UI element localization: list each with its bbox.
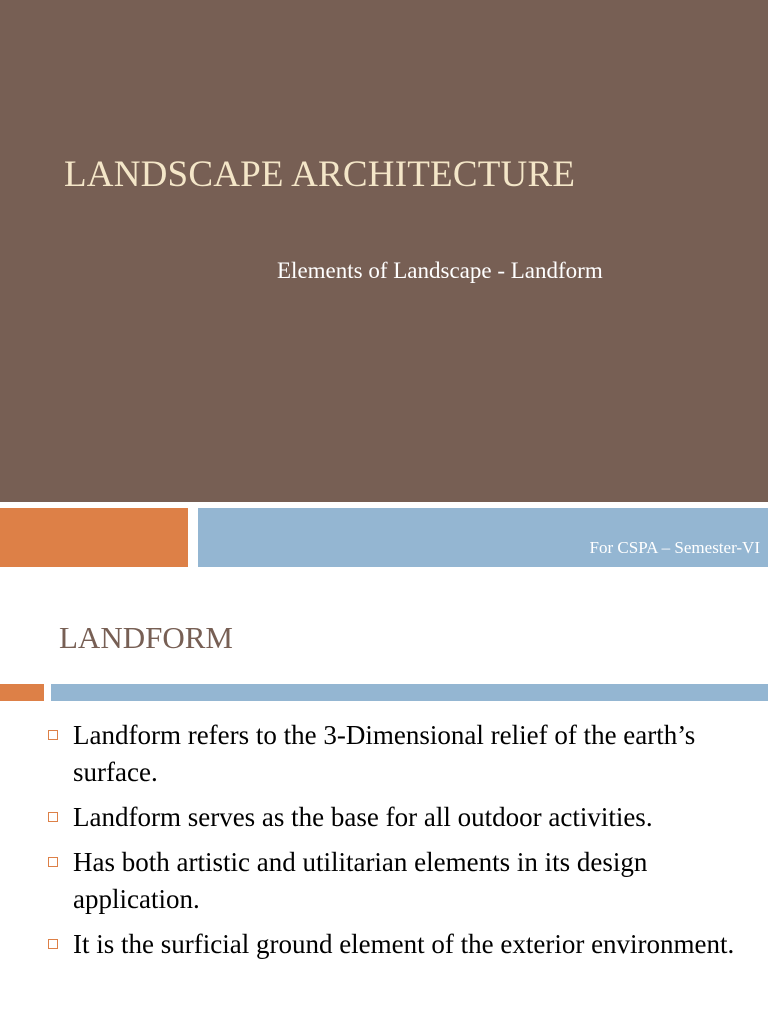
bullet-text: Landform serves as the base for all outdoor activities. [73,802,653,832]
header-band-blue [51,684,768,701]
hollow-square-bullet-icon [48,939,58,949]
bullet-text: Landform refers to the 3-Dimensional relief of the earth’s surface. [73,720,696,787]
footer-band-orange [0,508,188,567]
slide-subtitle: Elements of Landscape - Landform [277,258,603,283]
bullet-item [44,799,744,836]
hollow-square-bullet-icon [48,812,58,822]
footer-caption: For CSPA – Semester-VI [589,538,760,557]
hollow-square-bullet-icon [48,730,58,740]
hollow-square-bullet-icon [48,857,58,867]
title-slide [0,0,768,502]
bullet-item [44,926,744,963]
bullet-list [44,717,744,971]
bullet-item [44,717,744,791]
header-band-orange [0,684,44,701]
bullet-text: It is the surficial ground element of the exterior environment. [73,929,735,959]
content-slide-title: LANDFORM [59,620,233,655]
bullet-item [44,844,744,918]
slide-title: LANDSCAPE ARCHITECTURE [64,154,576,195]
bullet-text: Has both artistic and utilitarian elements in its design application. [73,847,648,914]
